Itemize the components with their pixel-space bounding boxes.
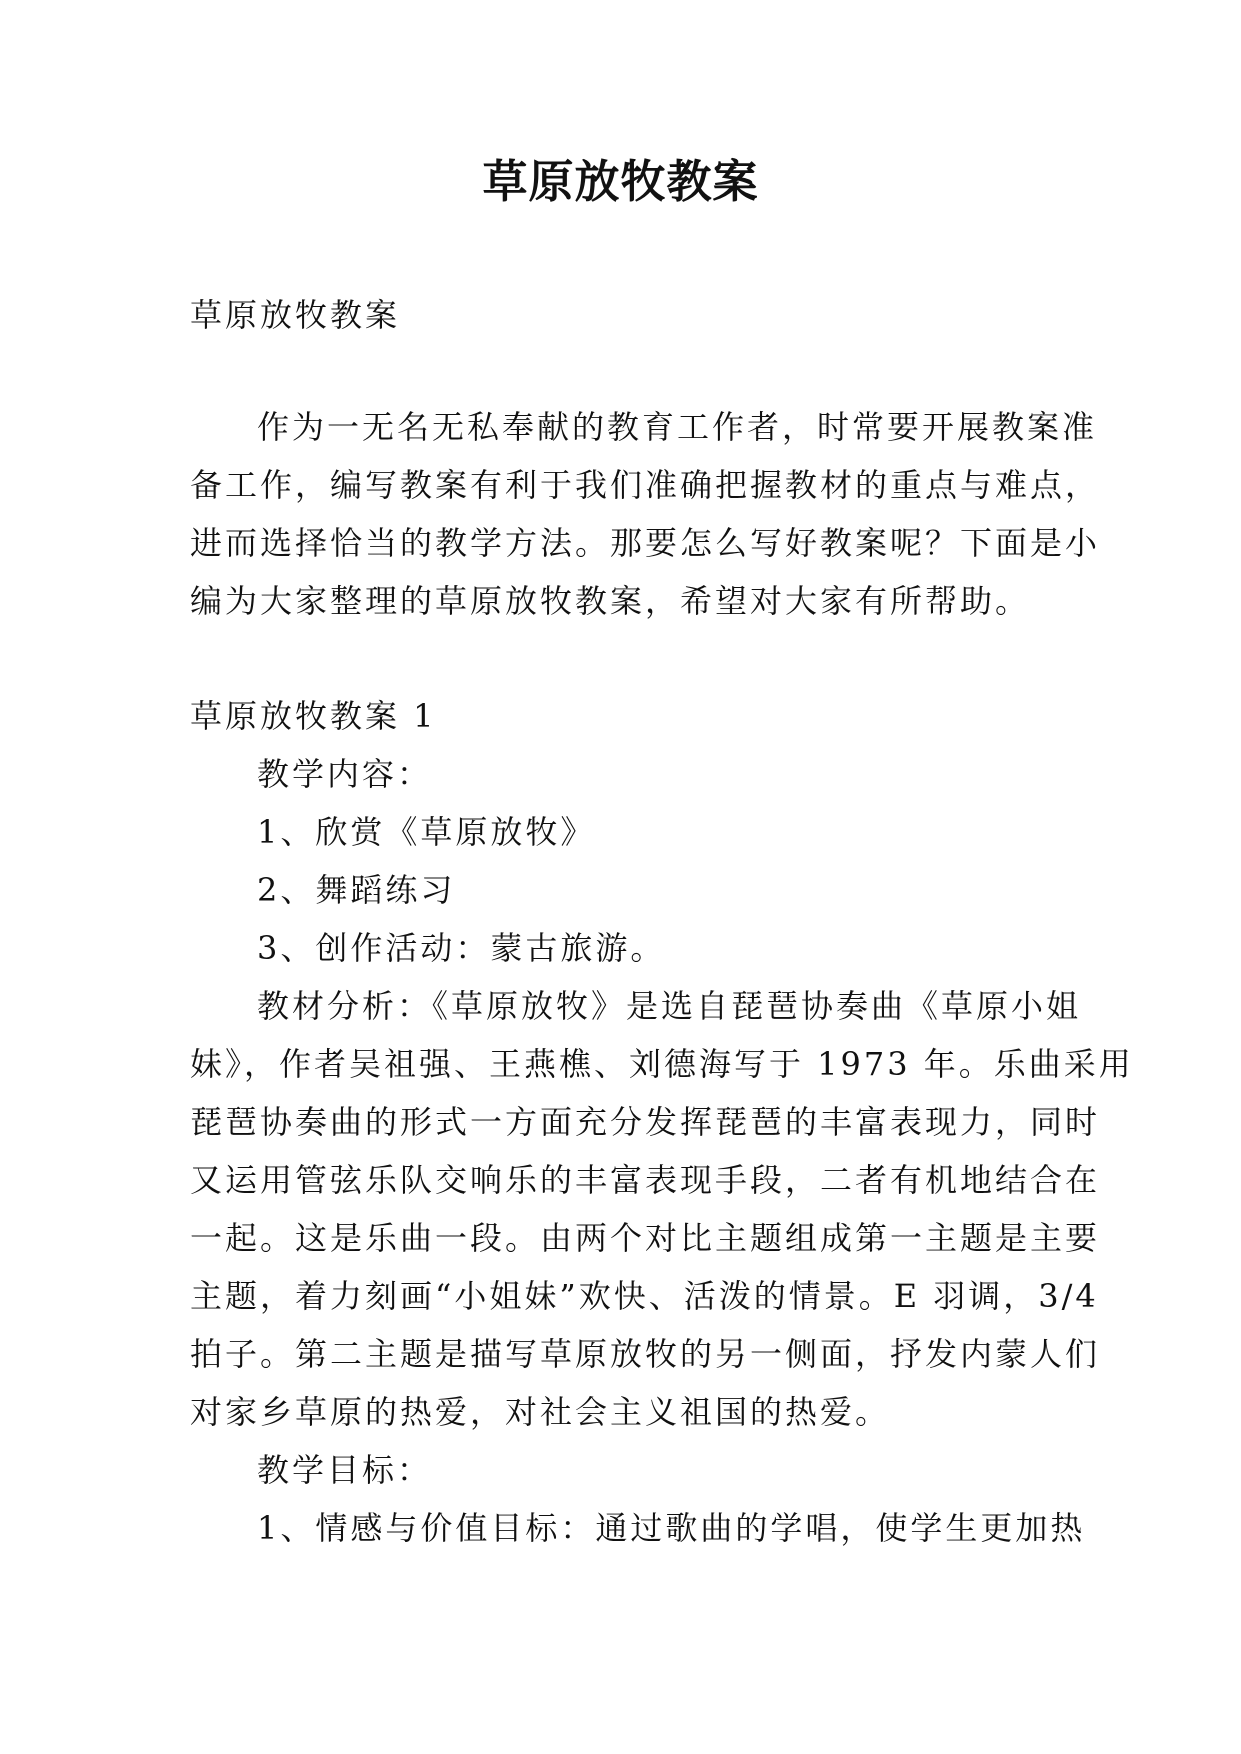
paragraph-line: 琵琶协奏曲的形式一方面充分发挥琵琶的丰富表现力，同时 — [190, 1103, 1101, 1141]
paragraph-line: 主题，着力刻画“小姐妹”欢快、活泼的情景。E 羽调，3/4 — [190, 1277, 1099, 1315]
list-item: 1、欣赏《草原放牧》 — [257, 813, 596, 851]
paragraph-line: 对家乡草原的热爱，对社会主义祖国的热爱。 — [190, 1393, 891, 1431]
section-heading: 草原放牧教案 1 — [190, 697, 437, 735]
list-item: 1、情感与价值目标：通过歌曲的学唱，使学生更加热 — [257, 1509, 1086, 1547]
paragraph-line: 教学目标： — [257, 1451, 433, 1489]
paragraph-line: 教学内容： — [257, 755, 433, 793]
paragraph-line: 教材分析：《草原放牧》是选自琵琶协奏曲《草原小姐 — [257, 987, 1082, 1025]
paragraph-line: 拍子。第二主题是描写草原放牧的另一侧面，抒发内蒙人们 — [190, 1335, 1101, 1373]
paragraph-line: 妹》，作者吴祖强、王燕樵、刘德海写于 1973 年。乐曲采用 — [190, 1045, 1134, 1083]
paragraph-line: 备工作，编写教案有利于我们准确把握教材的重点与难点， — [190, 466, 1101, 504]
list-item: 3、创作活动：蒙古旅游。 — [257, 929, 666, 967]
paragraph-line: 进而选择恰当的教学方法。那要怎么写好教案呢？下面是小 — [190, 524, 1101, 562]
paragraph-line: 一起。这是乐曲一段。由两个对比主题组成第一主题是主要 — [190, 1219, 1101, 1257]
page-title: 草原放牧教案 — [482, 155, 759, 208]
paragraph-line: 又运用管弦乐队交响乐的丰富表现手段，二者有机地结合在 — [190, 1161, 1101, 1199]
list-item: 2、舞蹈练习 — [257, 871, 456, 909]
subtitle-line: 草原放牧教案 — [190, 296, 401, 334]
paragraph-line: 编为大家整理的草原放牧教案，希望对大家有所帮助。 — [190, 582, 1031, 620]
paragraph-line: 作为一无名无私奉献的教育工作者，时常要开展教案准 — [257, 408, 1098, 446]
